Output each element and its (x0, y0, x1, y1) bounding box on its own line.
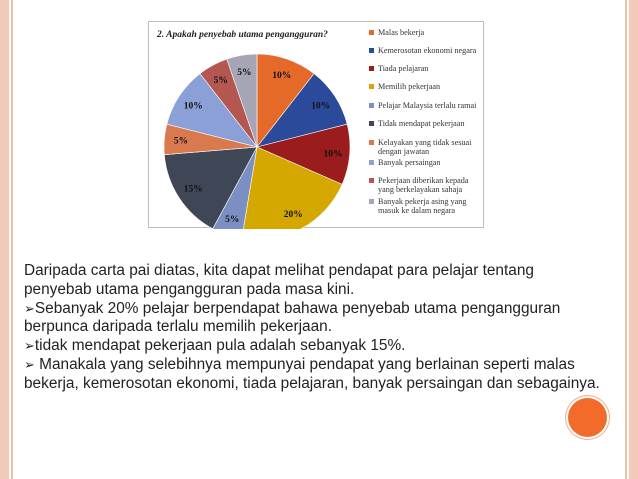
point-1-text: Sebanyak 20% pelajar berpendapat bahawa penyebab utama pengangguran berpunca daripada terlalu memilih pekerjaan. (24, 299, 561, 336)
pie-data-label: 10% (183, 101, 203, 112)
legend-label: Memilih pekerjaan (378, 82, 441, 91)
legend-swatch (369, 160, 374, 165)
pie-data-label: 5% (173, 136, 189, 147)
right-decorative-bar (627, 0, 638, 479)
point-2-text: tidak mendapat pekerjaan pula adalah sebanyak 15%. (34, 337, 406, 355)
legend-swatch (369, 66, 374, 71)
left-decorative-bar (0, 0, 11, 479)
pie-data-label: 5% (213, 75, 228, 86)
pie-data-label: 10% (311, 101, 331, 112)
point-1 (24, 300, 604, 338)
arrow-bullet-icon: ➢ (24, 356, 35, 372)
arrow-bullet-icon: ➢ (24, 338, 35, 354)
pie-data-label: 15% (183, 184, 203, 195)
pie-data-label: 20% (283, 210, 303, 221)
legend-label: Tidak mendapat pekerjaan (378, 119, 465, 128)
legend-label: Malas bekerja (378, 28, 425, 37)
point-3-text: Manakala yang selebihnya mempunyai pendapat yang berlainan seperti malas bekerja, kemerosotan ekonomi, tiada pelajaran, banyak persaingan dan sebagainya. (24, 355, 600, 392)
legend-label: Pelajar Malaysia terlalu ramai (378, 101, 477, 110)
legend-label: Pekerjaan diberikan kepada yang berkelayakan sahaja (378, 176, 469, 194)
legend-label: Banyak persaingan (378, 158, 441, 167)
pie-data-label: 5% (225, 215, 240, 226)
legend-swatch (369, 199, 374, 204)
legend-swatch (369, 178, 374, 183)
legend-swatch (369, 121, 374, 126)
arrow-bullet-icon: ➢ (24, 300, 35, 316)
legend-label: Tiada pelajaran (378, 64, 429, 73)
legend-swatch (369, 140, 374, 145)
point-3 (24, 356, 604, 394)
decorative-orange-circle (568, 398, 607, 437)
pie-data-label: 10% (323, 149, 343, 160)
description-text (24, 262, 604, 394)
intro-paragraph: Daripada carta pai diatas, kita dapat melihat pendapat para pelajar tentang penyebab utama pengangguran pada masa kini. (24, 262, 534, 298)
point-2 (24, 337, 604, 356)
chart-title: 2. Apakah penyebab utama pengangguran? (157, 30, 328, 40)
pie-chart-panel (148, 21, 484, 228)
legend-label: Kemerosotan ekonomi negara (378, 46, 477, 55)
legend-label: Kelayakan yang tidak sesuai dengan jawatan (378, 138, 472, 156)
legend-swatch (369, 48, 374, 53)
legend-swatch (369, 30, 374, 35)
pie-data-label: 10% (272, 70, 292, 81)
legend-swatch (369, 103, 374, 108)
legend-swatch (369, 84, 374, 89)
legend-label: Banyak pekerja asing yang masuk ke dalam negara (378, 197, 467, 215)
pie-data-label: 5% (237, 67, 252, 78)
